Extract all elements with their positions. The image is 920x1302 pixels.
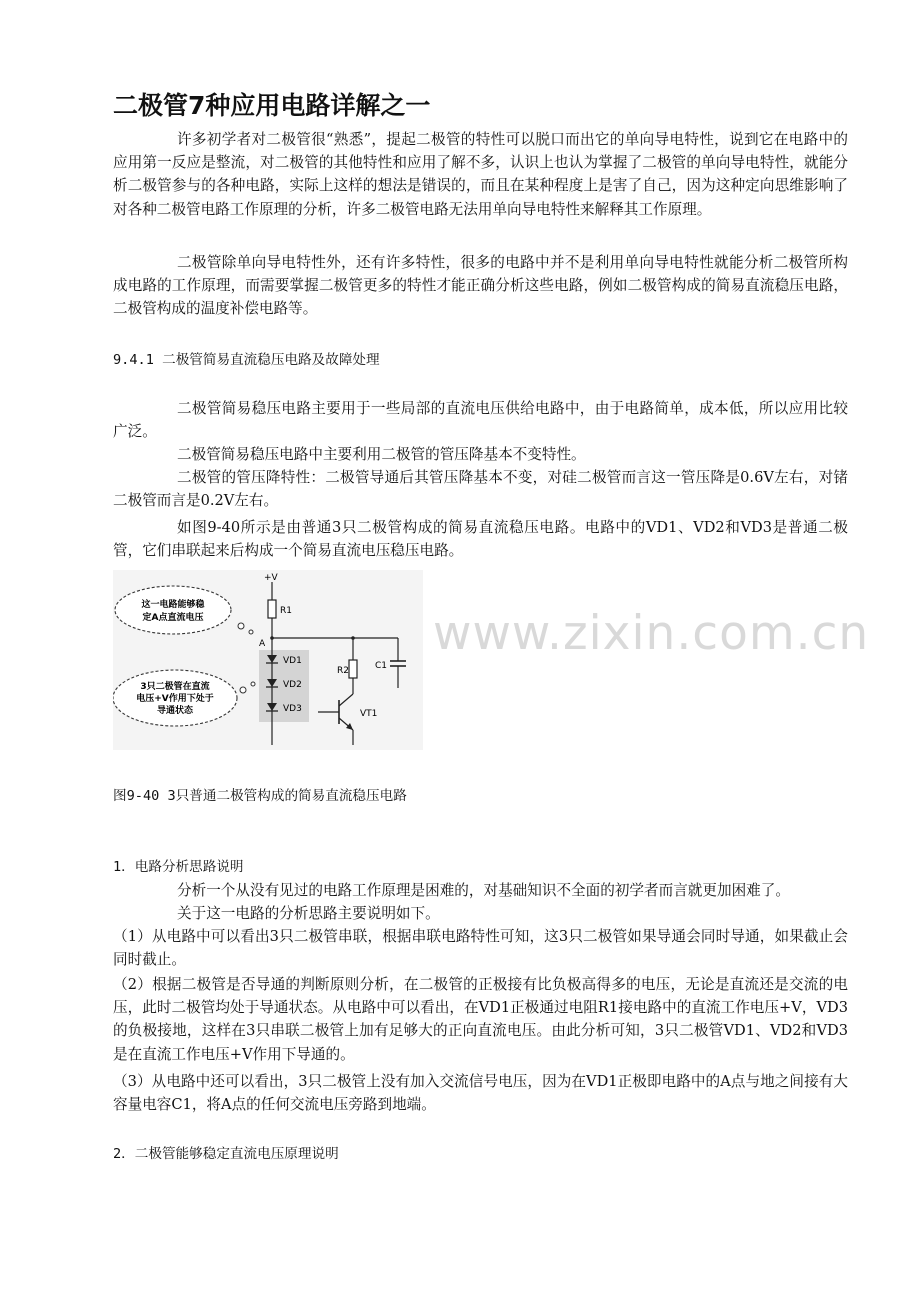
intro-paragraph-2: 二极管除单向导电特性外，还有许多特性，很多的电路中并不是利用单向导电特性就能分析二极管所构成电路的工作原理，而需要掌握二极管更多的特性才能正确分析这些电路，例如二极管构成的简易直流稳压电路，二极管构成的温度补偿电路等。	[113, 254, 848, 318]
sub1-paragraph-1: 分析一个从没有见过的电路工作原理是困难的，对基础知识不全面的初学者而言就更加困难了。	[177, 882, 790, 899]
label-vd3: VD3	[283, 704, 302, 714]
subheading-2: 2．二极管能够稳定直流电压原理说明	[113, 1146, 339, 1162]
subheading-1: 1．电路分析思路说明	[113, 859, 244, 875]
page-title: 二极管7种应用电路详解之一	[113, 91, 431, 120]
intro-paragraph-1: 许多初学者对二极管很“熟悉”，提起二极管的特性可以脱口而出它的单向导电特性，说到它在电路中的应用第一反应是整流，对二极管的其他特性和应用了解不多，认识上也认为掌握了二极管的单向导电特性，就能分析二极管参与的各种电路，实际上这样的想法是错误的，而且在某种程度上是害了自己，因为这种定向思维影响了对各种二极管电路工作原理的分析，许多二极管电路无法用单向导电特性来解释其工作原理。	[113, 131, 848, 218]
label-vd1: VD1	[283, 656, 302, 666]
svg-text:导通状态: 导通状态	[156, 706, 194, 716]
resistor-r2	[349, 660, 357, 678]
svg-text:电压+V作用下处于: 电压+V作用下处于	[136, 694, 214, 704]
svg-text:3只二极管在直流: 3只二极管在直流	[140, 682, 210, 692]
label-node-a: A	[259, 639, 266, 649]
body-paragraph-2: 二极管简易稳压电路中主要利用二极管的管压降基本不变特性。	[177, 446, 586, 463]
figure-caption: 图9-40 3只普通二极管构成的简易直流稳压电路	[113, 788, 407, 804]
section-heading-9-4-1: 9.4.1 二极管简易直流稳压电路及故障处理	[113, 352, 380, 368]
point-3: （3）从电路中还可以看出，3只二极管上没有加入交流信号电压，因为在VD1正极即电路中的A点与地之间接有大容量电容C1，将A点的任何交流电压旁路到地端。	[113, 1073, 848, 1114]
body-paragraph-1: 二极管简易稳压电路主要用于一些局部的直流电压供给电路中，由于电路简单，成本低，所以应用比较广泛。	[113, 400, 848, 441]
label-r2: R2	[337, 666, 349, 676]
point-2: （2）根据二极管是否导通的判断原则分析，在二极管的正极接有比负极高得多的电压，无论是直流还是交流的电压，此时二极管均处于导通状态。从电路中可以看出，在VD1正极通过电阻R1接电路中的直流工作电压+V，VD3的负极接地，这样在3只串联二极管上加有足够大的正向直流电压。由此分析可知，3只二极管VD1、VD2和VD3是在直流工作电压+V作用下导通的。	[113, 976, 848, 1063]
resistor-r1	[268, 600, 276, 618]
body-paragraph-3: 二极管的管压降特性：二极管导通后其管压降基本不变，对硅二极管而言这一管压降是0.6V左右，对锗二极管而言是0.2V左右。	[113, 469, 848, 510]
point-1: （1）从电路中可以看出3只二极管串联，根据串联电路特性可知，这3只二极管如果导通会同时导通，如果截止会同时截止。	[113, 928, 848, 969]
watermark: www.zixin.com.cn	[433, 606, 870, 661]
label-c1: C1	[375, 661, 388, 671]
body-paragraph-4: 如图9-40所示是由普通3只二极管构成的简易直流稳压电路。电路中的VD1、VD2和VD3是普通二极管，它们串联起来后构成一个简易直流电压稳压电路。	[113, 519, 848, 560]
svg-text:定A点直流电压: 定A点直流电压	[142, 613, 204, 623]
label-vplus: +V	[264, 573, 278, 583]
sub1-paragraph-2: 关于这一电路的分析思路主要说明如下。	[177, 905, 440, 922]
label-vt1: VT1	[360, 709, 378, 719]
label-r1: R1	[280, 606, 292, 616]
label-vd2: VD2	[283, 680, 302, 690]
svg-text:这一电路能够稳: 这一电路能够稳	[141, 600, 205, 610]
